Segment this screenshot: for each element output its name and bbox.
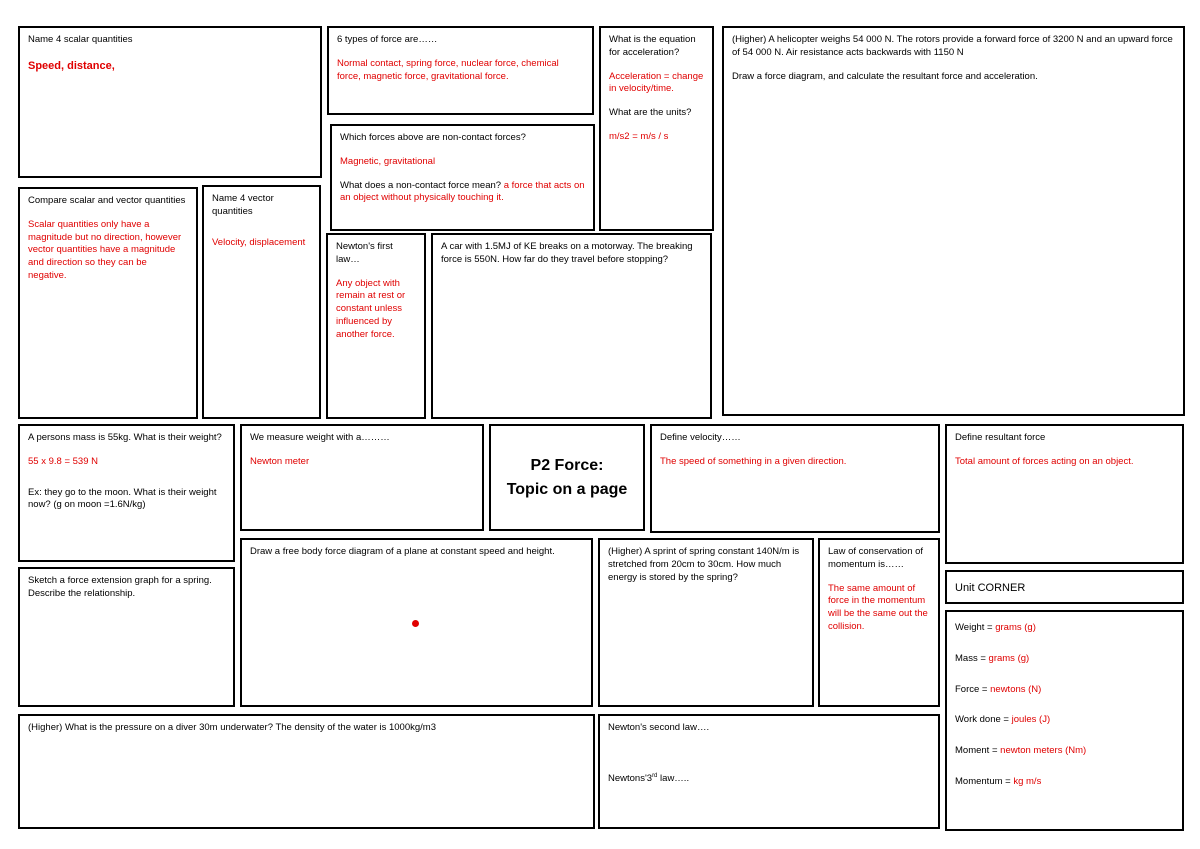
newton3-sup: rd (652, 772, 658, 779)
unit-row (955, 714, 1174, 727)
unit-value: kg m/s (1013, 776, 1042, 788)
newton2-question: Newton's second law…. (608, 722, 710, 733)
unit-row (955, 622, 1174, 635)
plane-dot-marker (412, 620, 419, 627)
resultant-box (945, 424, 1184, 564)
noncontact-meaning-answer: a force that acts on an object without physically touching it. (340, 179, 585, 204)
velocity-box (650, 424, 940, 533)
spring-energy-question: (Higher) A sprint of spring constant 140N/m is stretched from 20cm to 30cm. How much energy is stored by the spring? (608, 546, 800, 583)
vector-question: Name 4 vector quantities (212, 193, 274, 217)
newton3-post: law….. (657, 772, 690, 784)
newton3-pre: Newtons'3 (608, 772, 653, 784)
scalar-question: Name 4 scalar quantities (28, 34, 133, 45)
noncontact-question: Which forces above are non-contact forces? (340, 132, 526, 143)
units-answer: m/s2 = m/s / s (609, 131, 669, 143)
force-types-question: 6 types of force are…… (337, 34, 438, 45)
unit-label: Weight = (955, 622, 996, 633)
unit-value: newton meters (Nm) (1000, 745, 1087, 757)
acceleration-answer: Acceleration = change in velocity/time. (609, 70, 704, 95)
unit-label: Work done = (955, 714, 1012, 726)
unit-corner-title: Unit CORNER (955, 582, 1026, 594)
extension-box (18, 567, 235, 707)
newton1-box (326, 233, 426, 419)
unit-value: grams (g) (995, 622, 1036, 633)
velocity-question: Define velocity…… (660, 432, 741, 443)
momentum-box (818, 538, 940, 707)
unit-row (955, 684, 1174, 697)
extension-question: Sketch a force extension graph for a spring. Describe the relationship. (28, 575, 212, 599)
unit-row (955, 653, 1174, 666)
unit-row (955, 776, 1174, 789)
page-title-line1: P2 Force: (530, 457, 604, 474)
weight-calc-question: A persons mass is 55kg. What is their weight? (28, 432, 222, 443)
momentum-answer: The same amount of force in the momentum will be the same out the collision. (828, 582, 928, 633)
car-box (431, 233, 712, 419)
compare-box (18, 187, 198, 419)
unit-label: Momentum = (955, 776, 1014, 788)
resultant-question: Define resultant force (955, 432, 1046, 443)
newton1-question: Newton's first law… (336, 241, 393, 265)
units-box (945, 610, 1184, 831)
page-title (491, 454, 643, 502)
pressure-question: (Higher) What is the pressure on a diver 30m underwater? The density of the water is 1000kg/m3 (28, 722, 436, 733)
vector-box (202, 185, 321, 419)
unit-label: Mass = (955, 652, 989, 664)
car-question: A car with 1.5MJ of KE breaks on a motorway. The breaking force is 550N. How far do they travel before stopping? (441, 241, 693, 265)
unit-value: joules (J) (1011, 714, 1051, 726)
measure-answer: Newton meter (250, 455, 310, 467)
unit-row (955, 745, 1174, 758)
helicopter-task: Draw a force diagram, and calculate the resultant force and acceleration. (732, 70, 1038, 82)
weight-moon-question: Ex: they go to the moon. What is their weight now? (g on moon =1.6N/kg) (28, 486, 217, 511)
pressure-box (18, 714, 595, 829)
unit-value: grams (g) (988, 652, 1030, 664)
scalar-answer: Speed, distance, (28, 59, 115, 72)
force-types-box (327, 26, 594, 115)
compare-answer: Scalar quantities only have a magnitude but no direction, however vector quantities have a magnitude and direction so they can be negative. (28, 218, 182, 282)
title-box (489, 424, 645, 531)
weight-calc-answer: 55 x 9.8 = 539 N (28, 455, 98, 467)
freebody-question: Draw a free body force diagram of a plane at constant speed and height. (250, 546, 555, 557)
resultant-answer: Total amount of forces acting on an object. (955, 455, 1134, 467)
unit-value: newtons (N) (990, 683, 1042, 695)
helicopter-question: (Higher) A helicopter weighs 54 000 N. The rotors provide a forward force of 3200 N and an upward force of 54 000 N. Air resistance acts backwards with 1150 N (732, 34, 1173, 58)
noncontact-meaning-question: What does a non-contact force mean? (340, 179, 502, 191)
units-list (955, 622, 1174, 789)
newton3-question (608, 772, 930, 786)
compare-question: Compare scalar and vector quantities (28, 195, 186, 206)
unit-label: Moment = (955, 745, 1001, 757)
acceleration-question: What is the equation for acceleration? (609, 34, 696, 58)
measure-question: We measure weight with a……… (250, 432, 390, 443)
force-types-answer: Normal contact, spring force, nuclear force, chemical force, magnetic force, gravitational force. (337, 57, 559, 82)
freebody-box (240, 538, 593, 707)
spring-energy-box (598, 538, 814, 707)
newton1-answer: Any object with remain at rest or constant unless influenced by another force. (336, 277, 406, 340)
vector-answer: Velocity, displacement (212, 236, 306, 248)
helicopter-box (722, 26, 1185, 416)
momentum-question: Law of conservation of momentum is…… (828, 546, 924, 570)
noncontact-meaning (340, 180, 585, 206)
newton23-box (598, 714, 940, 829)
noncontact-box (330, 124, 595, 231)
acceleration-box (599, 26, 714, 231)
velocity-answer: The speed of something in a given direction. (660, 455, 847, 467)
noncontact-answer: Magnetic, gravitational (340, 155, 436, 167)
page-title-line2: Topic on a page (506, 481, 628, 498)
unit-label: Force = (955, 683, 991, 695)
weight-calc-box (18, 424, 235, 562)
measure-box (240, 424, 484, 531)
unit-corner-box (945, 570, 1184, 604)
scalar-box (18, 26, 322, 178)
units-question: What are the units? (609, 107, 692, 119)
